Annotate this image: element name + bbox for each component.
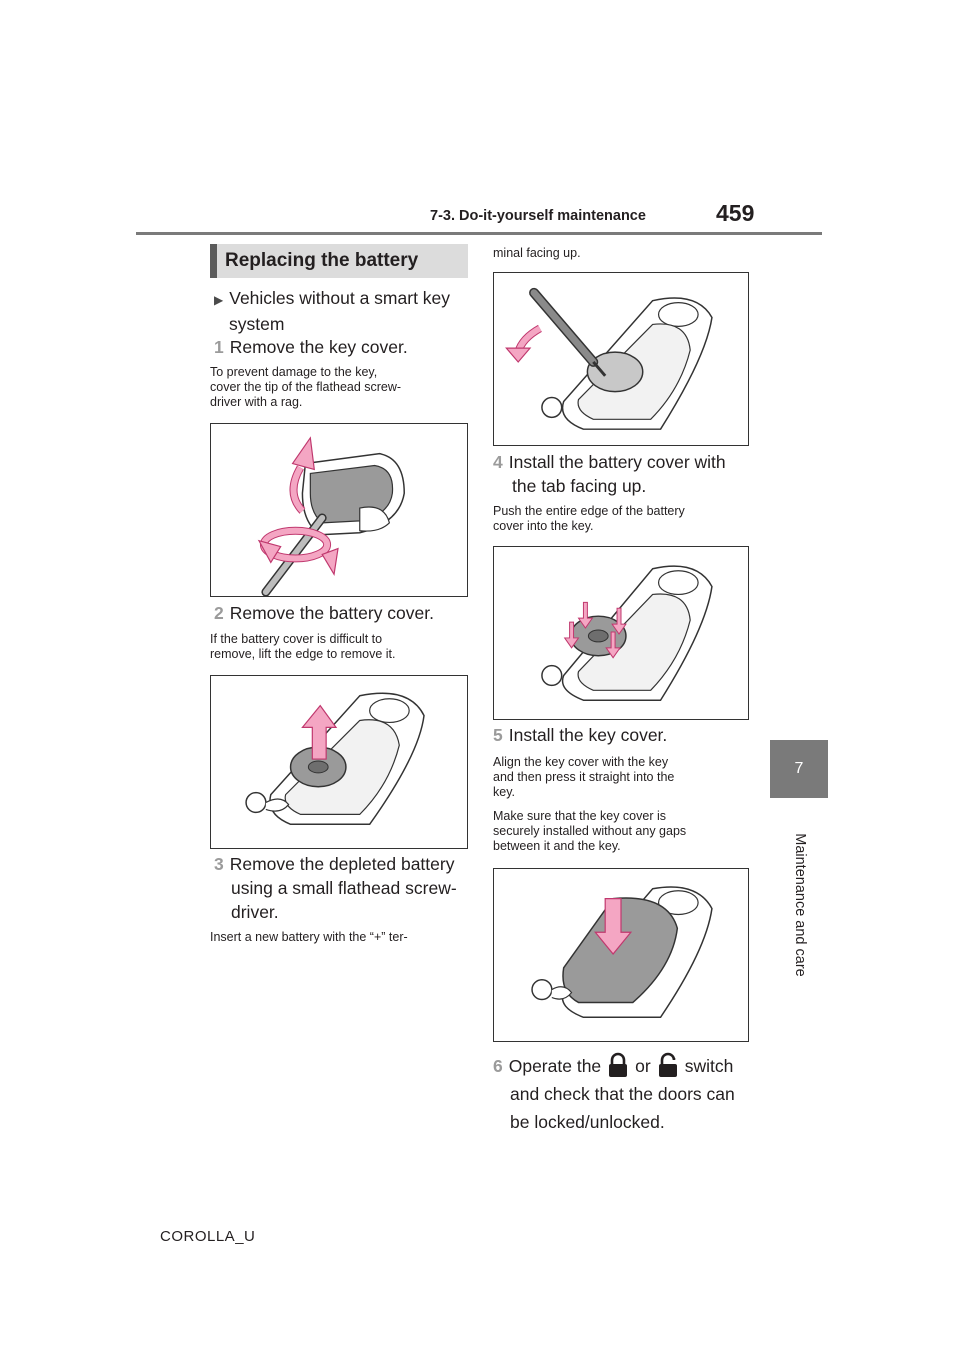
note-line: cover into the key.	[493, 519, 594, 533]
figure-remove-battery-cover	[210, 675, 468, 849]
step-2-note	[210, 632, 396, 662]
step-line: driver.	[231, 902, 279, 922]
step-5-note-1	[493, 755, 674, 800]
step-text-post: switch	[684, 1056, 734, 1076]
bullet-line-2: system	[229, 314, 285, 334]
battery-cover-illustration	[211, 676, 467, 848]
step-number: 5	[493, 725, 503, 745]
note-line: To prevent damage to the key,	[210, 365, 378, 379]
step-number: 3	[214, 854, 224, 874]
section-heading: Replacing the battery	[210, 244, 468, 278]
figure-remove-battery	[493, 272, 749, 446]
note-line: remove, lift the edge to remove it.	[210, 647, 396, 661]
install-key-cover-illustration	[494, 869, 748, 1041]
step-6	[493, 1052, 735, 1134]
chapter-tab	[770, 740, 828, 798]
step-text-mid: or	[635, 1056, 651, 1076]
bullet-arrow-icon: ▶	[214, 293, 224, 307]
step-line: Install the battery cover with	[508, 452, 726, 472]
header-section-title: 7-3. Do-it-yourself maintenance	[430, 208, 646, 224]
bullet-vehicle-type	[214, 286, 450, 336]
install-cover-illustration	[494, 547, 748, 719]
step-line: using a small flathead screw-	[231, 878, 457, 898]
step-line: be locked/unlocked.	[510, 1112, 665, 1132]
note-line: If the battery cover is difficult to	[210, 632, 383, 646]
note-line: Push the entire edge of the battery	[493, 504, 685, 518]
step-3-note-b: minal facing up.	[493, 246, 581, 260]
step-number: 6	[493, 1056, 503, 1076]
lock-icon	[607, 1052, 629, 1078]
step-3-note-a: Insert a new battery with the “+” ter-	[210, 930, 408, 944]
note-line: cover the tip of the flathead screw-	[210, 380, 402, 394]
step-4	[493, 450, 726, 498]
figure-install-battery-cover	[493, 546, 749, 720]
step-text-pre: Operate the	[508, 1056, 602, 1076]
footer-model-code: COROLLA_U	[160, 1228, 256, 1245]
chapter-label	[780, 820, 820, 990]
bullet-line-1: Vehicles without a smart key	[229, 288, 451, 308]
note-line: between it and the key.	[493, 839, 621, 853]
chapter-number: 7	[794, 760, 804, 777]
chapter-title: Maintenance and care	[792, 833, 808, 977]
step-text: Remove the key cover.	[229, 337, 408, 357]
note-line: driver with a rag.	[210, 395, 303, 409]
step-line: the tab facing up.	[512, 476, 647, 496]
step-line: Remove the depleted battery	[229, 854, 455, 874]
page-number: 459	[716, 200, 755, 226]
figure-install-key-cover	[493, 868, 749, 1042]
step-text: Install the key cover.	[508, 725, 668, 745]
note-line: key.	[493, 785, 515, 799]
unlock-icon	[657, 1052, 679, 1078]
step-number: 2	[214, 603, 224, 623]
remove-battery-illustration	[494, 273, 748, 445]
step-number: 1	[214, 337, 224, 357]
note-line: Align the key cover with the key	[493, 755, 669, 769]
step-5	[493, 723, 667, 747]
header-divider	[136, 232, 822, 235]
step-number: 4	[493, 452, 503, 472]
note-line: securely installed without any gaps	[493, 824, 687, 838]
note-line: and then press it straight into the	[493, 770, 675, 784]
step-3	[214, 852, 457, 924]
step-5-note-2	[493, 809, 686, 854]
step-1	[214, 335, 408, 359]
step-text: Remove the battery cover.	[229, 603, 435, 623]
step-4-note	[493, 504, 685, 534]
key-cover-illustration	[211, 424, 467, 596]
figure-remove-key-cover	[210, 423, 468, 597]
note-line: Make sure that the key cover is	[493, 809, 666, 823]
step-2	[214, 601, 434, 625]
step-1-note	[210, 365, 401, 410]
step-line: and check that the doors can	[510, 1084, 735, 1104]
